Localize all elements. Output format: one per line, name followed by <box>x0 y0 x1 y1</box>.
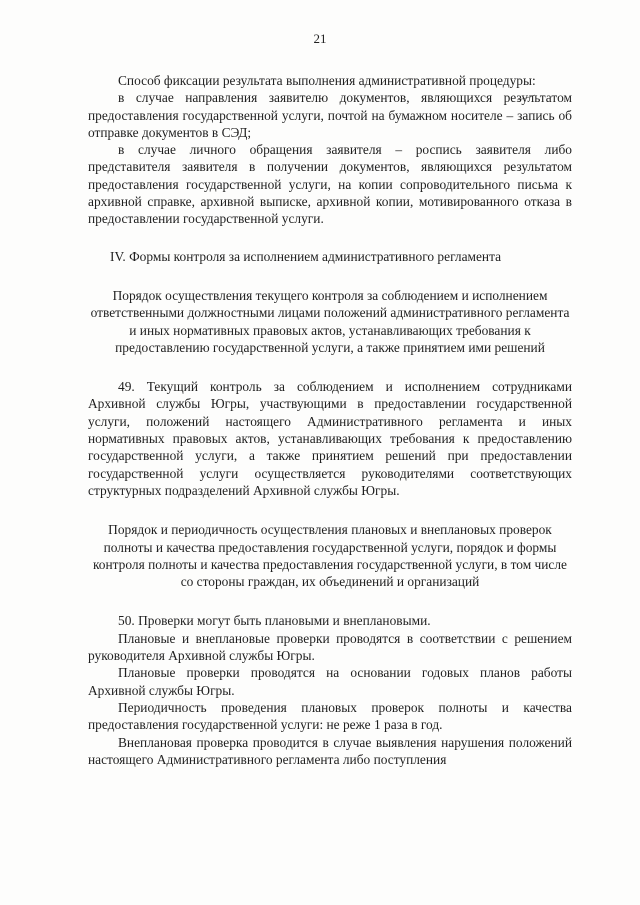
subheading: Порядок осуществления текущего контроля за соблюдением и исполнением ответственными должностными лицами положений административного регламента и иных нормативных правовых актов, устанавливающих требования к предоставлению государственной услуги, а также принятием ими решений <box>90 287 570 355</box>
paragraph: Внеплановая проверка проводится в случае выявления нарушения положений настоящего Административного регламента либо поступления <box>88 734 572 767</box>
section-title: IV. Формы контроля за исполнением административного регламента <box>110 248 502 264</box>
paragraph: Плановые проверки проводятся на основании годовых планов работы Архивной службы Югры. <box>88 665 572 698</box>
page-number: 21 <box>313 31 327 46</box>
subheading: Порядок и периодичность осуществления плановых и внеплановых проверок полноты и качества предоставления государственной услуги, порядок и формы контроля полноты и качества предоставления государственной услуги, в том числе со стороны граждан, их объединений и организаций <box>92 522 568 590</box>
paragraph: в случае личного обращения заявителя – роспись заявителя либо представителя заявителя в получении документов, являющихся результатом предоставления государственной услуги, на копии сопроводительного письма к архивной справке, архивной выписке, архивной копии, мотивированного отказа в предоставлении государственной услуги. <box>88 142 572 227</box>
paragraph: в случае направления заявителю документов, являющихся результатом предоставления государственной услуги, почтой на бумажном носителе – запись об отправке документов в СЭД; <box>88 90 572 140</box>
paragraph: 50. Проверки могут быть плановыми и внеплановыми. <box>118 613 431 629</box>
document-body <box>88 72 572 768</box>
paragraph: Периодичность проведения плановых проверок полноты и качества предоставления государственной услуги: не реже 1 раза в год. <box>88 699 572 733</box>
paragraph: Способ фиксации результата выполнения административной процедуры: <box>118 73 536 88</box>
paragraph: Плановые и внеплановые проверки проводятся в соответствии с решением руководителя Архивной службы Югры. <box>88 630 572 664</box>
paragraph: 49. Текущий контроль за соблюдением и исполнением сотрудниками Архивной службы Югры, участвующими в предоставлении государственной услуги, положений настоящего Административного регламента и иных нормативных правовых актов, устанавливающих требования к предоставлению государственной услуги, а также принятием решений при предоставлении государственной услуги осуществляется руководителями соответствующих структурных подразделений Архивной службы Югры. <box>88 379 572 498</box>
